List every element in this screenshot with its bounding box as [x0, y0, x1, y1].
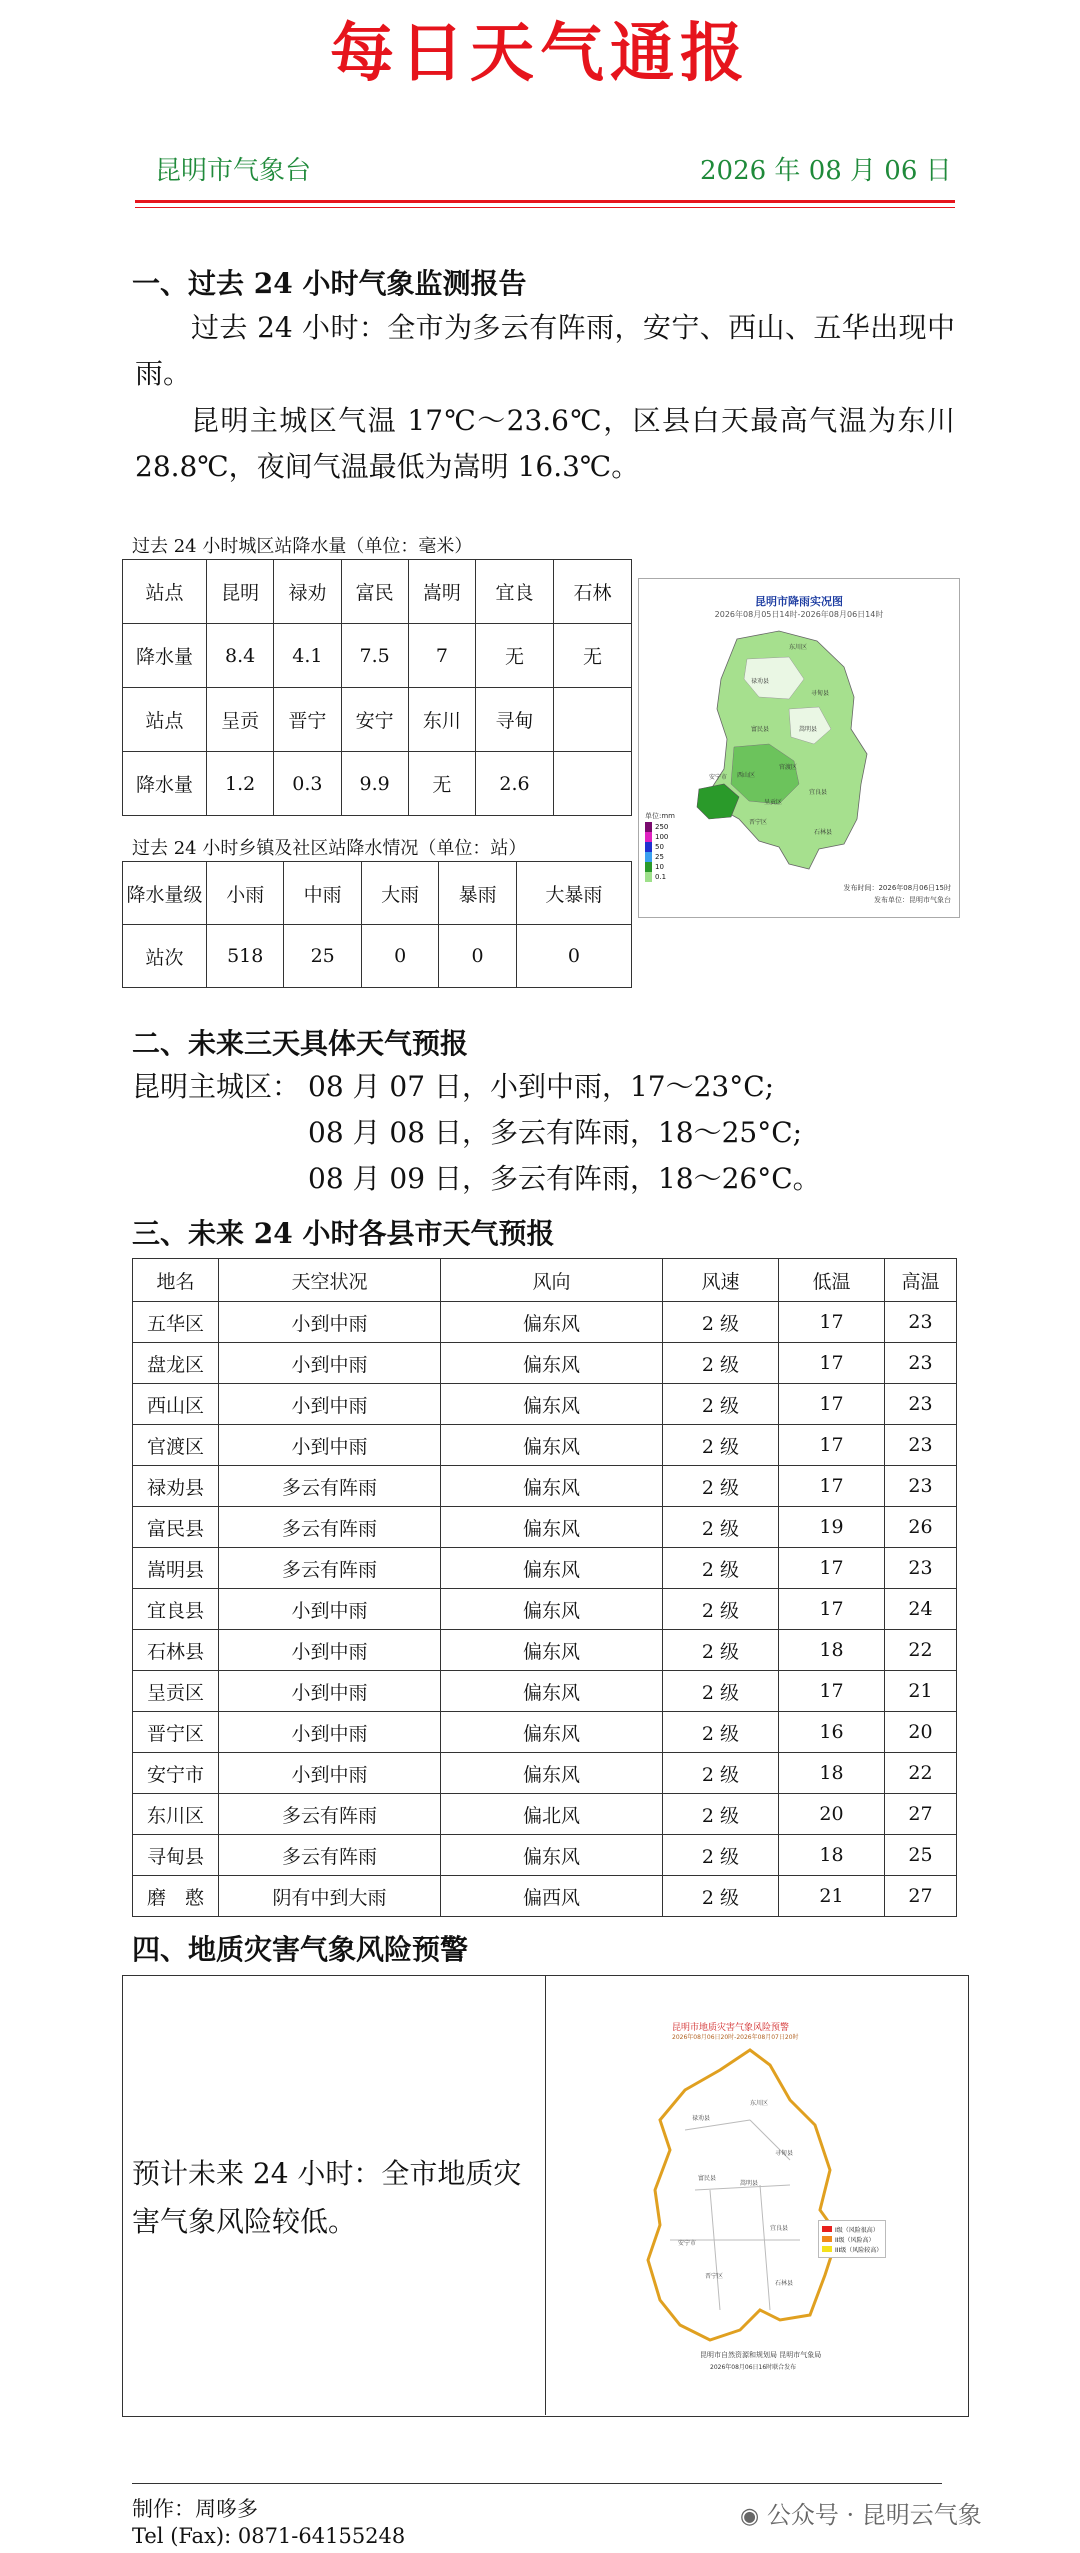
report-date: 2026 年 08 月 06 日 — [700, 156, 952, 186]
geo-legend-item — [822, 2224, 882, 2234]
rain-legend — [645, 822, 668, 882]
town-rain-cell: 0 — [361, 925, 438, 988]
town-rain-cell: 大雨 — [361, 862, 438, 925]
report-title: 每日天气通报 — [330, 16, 750, 91]
town-rain-row — [123, 925, 632, 988]
county-forecast-cell: 偏东风 — [441, 1466, 663, 1507]
county-forecast-cell: 石林县 — [133, 1630, 219, 1671]
county-forecast-cell: 20 — [885, 1712, 957, 1753]
station-rain-cell: 无 — [476, 624, 554, 688]
station-rain-cell: 降水量 — [123, 624, 207, 688]
footer-tel: Tel (Fax): 0871-64155248 — [132, 2524, 406, 2548]
rain-map-subtitle: 2026年08月05日14时-2026年08月06日14时 — [714, 610, 884, 619]
rain-map-label: 晋宁区 — [749, 819, 768, 826]
station-rain-cell: 无 — [408, 752, 475, 816]
county-forecast-cell: 小到中雨 — [219, 1425, 441, 1466]
rain-map-label: 嵩明县 — [799, 726, 818, 733]
rain-map-graphic — [639, 579, 959, 917]
town-rain-cell: 降水量级 — [123, 862, 207, 925]
county-forecast-cell: 偏北风 — [441, 1794, 663, 1835]
header-rule-thin — [135, 207, 955, 208]
county-forecast-cell: 24 — [885, 1589, 957, 1630]
county-forecast-cell: 23 — [885, 1466, 957, 1507]
county-forecast-cell: 官渡区 — [133, 1425, 219, 1466]
rain-legend-item — [645, 852, 668, 862]
county-forecast-cell: 2 级 — [663, 1343, 779, 1384]
station-rain-cell: 呈贡 — [207, 688, 274, 752]
county-forecast-cell: 2 级 — [663, 1712, 779, 1753]
town-rain-cell: 0 — [439, 925, 516, 988]
county-forecast-cell: 2 级 — [663, 1589, 779, 1630]
town-rain-row — [123, 862, 632, 925]
county-forecast-cell: 多云有阵雨 — [219, 1548, 441, 1589]
county-forecast-cell: 偏东风 — [441, 1507, 663, 1548]
town-rain-cell: 小雨 — [207, 862, 284, 925]
town-rain-cell: 大暴雨 — [516, 862, 631, 925]
county-forecast-cell: 偏东风 — [441, 1425, 663, 1466]
station-rain-cell: 富民 — [341, 560, 408, 624]
geo-warning-text: 预计未来 24 小时：全市地质灾害气象风险较低。 — [132, 2157, 522, 2238]
county-forecast-header-cell: 风向 — [441, 1259, 663, 1302]
county-forecast-row — [133, 1425, 957, 1466]
county-forecast-cell: 22 — [885, 1630, 957, 1671]
county-forecast-cell: 27 — [885, 1876, 957, 1917]
county-forecast-cell: 小到中雨 — [219, 1343, 441, 1384]
geo-map-label: 石林县 — [775, 2280, 794, 2287]
county-forecast-cell: 2 级 — [663, 1835, 779, 1876]
rain-map-title: 昆明市降雨实况图 — [755, 595, 843, 608]
county-forecast-cell: 小到中雨 — [219, 1384, 441, 1425]
county-forecast-cell: 偏东风 — [441, 1302, 663, 1343]
county-forecast-cell: 17 — [779, 1671, 885, 1712]
station-rain-cell: 9.9 — [341, 752, 408, 816]
geo-legend-swatch — [822, 2246, 832, 2252]
station-rain-table — [122, 559, 632, 816]
county-forecast-cell: 小到中雨 — [219, 1671, 441, 1712]
watermark-text: 公众号 · 昆明云气象 — [766, 2501, 982, 2529]
county-forecast-cell: 富民县 — [133, 1507, 219, 1548]
rain-legend-value: 10 — [655, 863, 664, 871]
rain-legend-swatch — [645, 822, 652, 832]
issuing-org: 昆明市气象台 — [155, 156, 312, 186]
table1-caption: 过去 24 小时城区站降水量（单位：毫米） — [132, 536, 473, 557]
station-rain-cell: 禄劝 — [274, 560, 341, 624]
county-forecast-header-cell: 高温 — [885, 1259, 957, 1302]
county-forecast-cell: 2 级 — [663, 1548, 779, 1589]
station-rain-cell: 7.5 — [341, 624, 408, 688]
geo-map-footer1: 昆明市自然资源和规划局 昆明市气象局 — [700, 2351, 822, 2359]
county-forecast-cell: 2 级 — [663, 1466, 779, 1507]
county-forecast-cell: 18 — [779, 1630, 885, 1671]
county-forecast-cell: 2 级 — [663, 1630, 779, 1671]
county-forecast-cell: 17 — [779, 1343, 885, 1384]
county-forecast-cell: 小到中雨 — [219, 1712, 441, 1753]
station-rain-cell — [554, 688, 632, 752]
town-rain-cell: 25 — [284, 925, 361, 988]
geo-legend-value: II级（风险高） — [835, 2236, 875, 2244]
rain-map-footer2: 发布单位：昆明市气象台 — [874, 896, 951, 904]
station-rain-row — [123, 688, 632, 752]
rain-map-label: 官渡区 — [779, 764, 798, 771]
station-rain-cell: 8.4 — [207, 624, 274, 688]
county-forecast-header — [133, 1259, 957, 1302]
county-forecast-cell: 偏东风 — [441, 1671, 663, 1712]
rain-map-label: 东川区 — [789, 644, 808, 651]
rain-legend-value: 100 — [655, 833, 669, 841]
county-forecast-row — [133, 1712, 957, 1753]
county-forecast-cell: 16 — [779, 1712, 885, 1753]
county-forecast-cell: 呈贡区 — [133, 1671, 219, 1712]
county-forecast-cell: 偏东风 — [441, 1630, 663, 1671]
geo-map-footer2: 2026年08月06日16时联合发布 — [710, 2364, 797, 2371]
rain-legend-title: 单位:mm — [645, 812, 675, 820]
county-forecast-cell: 东川区 — [133, 1794, 219, 1835]
county-forecast-cell: 17 — [779, 1589, 885, 1630]
rain-legend-value: 250 — [655, 823, 669, 831]
forecast-line-2: 08 月 08 日，多云有阵雨，18～25°C; — [308, 1116, 803, 1149]
rain-legend-swatch — [645, 852, 652, 862]
county-forecast-cell: 2 级 — [663, 1425, 779, 1466]
county-forecast-cell: 23 — [885, 1548, 957, 1589]
station-rain-cell: 7 — [408, 624, 475, 688]
rain-legend-item — [645, 822, 668, 832]
section1-para2: 昆明主城区气温 17℃～23.6℃，区县白天最高气温为东川 28.8℃，夜间气温最低为嵩明 16.3℃。 — [135, 404, 955, 483]
watermark — [740, 2495, 982, 2530]
rain-legend-item — [645, 862, 668, 872]
rain-legend-item — [645, 872, 668, 882]
county-forecast-row — [133, 1835, 957, 1876]
county-forecast-cell: 17 — [779, 1466, 885, 1507]
station-rain-row — [123, 624, 632, 688]
county-forecast-cell: 23 — [885, 1425, 957, 1466]
geo-map-subtitle: 2026年08月06日20时-2026年08月07日20时 — [672, 2034, 799, 2041]
station-rain-cell: 寻甸 — [476, 688, 554, 752]
rain-map-label: 富民县 — [751, 726, 770, 733]
town-rain-cell: 暴雨 — [439, 862, 516, 925]
geo-map-label: 宜良县 — [770, 2225, 789, 2232]
county-forecast-cell: 20 — [779, 1794, 885, 1835]
county-forecast-cell: 偏东风 — [441, 1343, 663, 1384]
county-forecast-cell: 2 级 — [663, 1876, 779, 1917]
county-forecast-cell: 17 — [779, 1548, 885, 1589]
station-rain-cell: 无 — [554, 624, 632, 688]
county-forecast-cell: 小到中雨 — [219, 1630, 441, 1671]
county-forecast-cell: 偏东风 — [441, 1548, 663, 1589]
section1-para1: 过去 24 小时：全市为多云有阵雨，安宁、西山、五华出现中雨。 — [135, 311, 955, 390]
county-forecast-cell: 23 — [885, 1302, 957, 1343]
county-forecast-cell: 多云有阵雨 — [219, 1794, 441, 1835]
county-forecast-cell: 17 — [779, 1425, 885, 1466]
station-rain-cell: 1.2 — [207, 752, 274, 816]
county-forecast-cell: 西山区 — [133, 1384, 219, 1425]
county-forecast-cell: 2 级 — [663, 1794, 779, 1835]
rain-legend-swatch — [645, 862, 652, 872]
geo-legend-value: III级（风险较高） — [835, 2246, 883, 2254]
station-rain-cell: 昆明 — [207, 560, 274, 624]
county-forecast-row — [133, 1507, 957, 1548]
town-rain-cell: 站次 — [123, 925, 207, 988]
geo-legend-item — [822, 2234, 882, 2244]
county-forecast-row — [133, 1302, 957, 1343]
county-forecast-row — [133, 1876, 957, 1917]
rain-legend-value: 0.1 — [655, 873, 667, 881]
county-forecast-cell: 18 — [779, 1753, 885, 1794]
station-rain-cell: 安宁 — [341, 688, 408, 752]
station-rain-cell: 降水量 — [123, 752, 207, 816]
geo-map-label: 禄劝县 — [692, 2115, 711, 2122]
county-forecast-cell: 多云有阵雨 — [219, 1835, 441, 1876]
geo-map-graphic — [600, 2010, 930, 2390]
county-forecast-cell: 安宁市 — [133, 1753, 219, 1794]
station-rain-cell: 东川 — [408, 688, 475, 752]
geo-map — [600, 2010, 930, 2390]
rain-legend-item — [645, 832, 668, 842]
town-rain-table — [122, 861, 632, 988]
geo-legend-item — [822, 2244, 882, 2254]
section1-heading: 一、过去 24 小时气象监测报告 — [132, 267, 527, 300]
rain-legend-swatch — [645, 842, 652, 852]
county-forecast-cell: 偏东风 — [441, 1835, 663, 1876]
county-forecast-cell: 多云有阵雨 — [219, 1466, 441, 1507]
county-forecast-header-cell: 地名 — [133, 1259, 219, 1302]
county-forecast-header-cell: 风速 — [663, 1259, 779, 1302]
forecast-line-3: 08 月 09 日，多云有阵雨，18～26°C。 — [308, 1162, 821, 1195]
geo-map-title: 昆明市地质灾害气象风险预警 — [672, 2023, 790, 2033]
wechat-icon: ◉ — [740, 2504, 760, 2529]
geo-legend-value: I级（风险很高） — [835, 2226, 879, 2234]
county-forecast-row — [133, 1343, 957, 1384]
county-forecast-cell: 22 — [885, 1753, 957, 1794]
county-forecast-cell: 寻甸县 — [133, 1835, 219, 1876]
station-rain-cell: 站点 — [123, 688, 207, 752]
station-rain-cell: 站点 — [123, 560, 207, 624]
geo-legend — [818, 2220, 886, 2258]
county-forecast-cell: 17 — [779, 1384, 885, 1425]
town-rain-cell: 中雨 — [284, 862, 361, 925]
county-forecast-cell: 23 — [885, 1384, 957, 1425]
county-forecast-cell: 21 — [885, 1671, 957, 1712]
county-forecast-cell: 偏东风 — [441, 1712, 663, 1753]
station-rain-cell: 0.3 — [274, 752, 341, 816]
county-forecast-cell: 盘龙区 — [133, 1343, 219, 1384]
table2-caption: 过去 24 小时乡镇及社区站降水情况（单位：站） — [132, 838, 527, 859]
county-forecast-cell: 小到中雨 — [219, 1589, 441, 1630]
county-forecast-cell: 25 — [885, 1835, 957, 1876]
county-forecast-cell: 晋宁区 — [133, 1712, 219, 1753]
county-forecast-row — [133, 1589, 957, 1630]
geo-map-label: 东川区 — [750, 2100, 769, 2107]
rain-legend-swatch — [645, 872, 652, 882]
section4-heading: 四、地质灾害气象风险预警 — [132, 1933, 469, 1966]
rain-legend-value: 25 — [655, 853, 664, 861]
county-forecast-row — [133, 1548, 957, 1589]
county-forecast-cell: 偏东风 — [441, 1589, 663, 1630]
rain-map-label: 安宁市 — [709, 774, 728, 781]
county-forecast-cell: 阴有中到大雨 — [219, 1876, 441, 1917]
rain-map-footer1: 发布时间：2026年08月06日15时 — [843, 884, 951, 892]
station-rain-cell: 晋宁 — [274, 688, 341, 752]
station-rain-row — [123, 752, 632, 816]
county-forecast-cell: 小到中雨 — [219, 1753, 441, 1794]
county-forecast-cell: 27 — [885, 1794, 957, 1835]
station-rain-row — [123, 560, 632, 624]
county-forecast-cell: 19 — [779, 1507, 885, 1548]
county-forecast-row — [133, 1671, 957, 1712]
county-forecast-cell: 2 级 — [663, 1753, 779, 1794]
county-forecast-cell: 小到中雨 — [219, 1302, 441, 1343]
county-forecast-cell: 嵩明县 — [133, 1548, 219, 1589]
forecast-line-1: 08 月 07 日，小到中雨，17～23°C; — [308, 1070, 775, 1103]
rain-map-label: 呈贡区 — [764, 799, 783, 806]
county-forecast-row — [133, 1630, 957, 1671]
county-forecast-cell: 偏东风 — [441, 1753, 663, 1794]
rain-map-label: 禄劝县 — [751, 678, 770, 685]
geo-map-label: 嵩明县 — [740, 2180, 759, 2187]
forecast-prefix: 昆明主城区： — [132, 1070, 301, 1103]
rain-map-label: 西山区 — [737, 772, 756, 779]
station-rain-cell: 宜良 — [476, 560, 554, 624]
station-rain-cell: 2.6 — [476, 752, 554, 816]
rain-legend-value: 50 — [655, 843, 664, 851]
header-rule-thick — [135, 200, 955, 203]
rain-legend-swatch — [645, 832, 652, 842]
geo-region-outline — [648, 2050, 838, 2340]
county-forecast-cell: 2 级 — [663, 1671, 779, 1712]
county-forecast-cell: 2 级 — [663, 1507, 779, 1548]
station-rain-cell — [554, 752, 632, 816]
county-forecast-cell: 2 级 — [663, 1384, 779, 1425]
county-forecast-cell: 18 — [779, 1835, 885, 1876]
county-forecast-cell: 2 级 — [663, 1302, 779, 1343]
county-forecast-row — [133, 1753, 957, 1794]
geo-legend-swatch — [822, 2226, 832, 2232]
station-rain-cell: 4.1 — [274, 624, 341, 688]
geo-map-label: 寻甸县 — [775, 2150, 794, 2157]
geo-map-label: 晋宁区 — [705, 2273, 724, 2280]
county-forecast-cell: 21 — [779, 1876, 885, 1917]
rain-legend-item — [645, 842, 668, 852]
county-forecast-header-cell: 天空状况 — [219, 1259, 441, 1302]
county-forecast-cell: 宜良县 — [133, 1589, 219, 1630]
county-forecast-row — [133, 1384, 957, 1425]
geo-legend-swatch — [822, 2236, 832, 2242]
county-forecast-cell: 偏东风 — [441, 1384, 663, 1425]
county-forecast-row — [133, 1794, 957, 1835]
county-forecast-cell: 五华区 — [133, 1302, 219, 1343]
county-forecast-cell: 23 — [885, 1343, 957, 1384]
county-forecast-cell: 禄劝县 — [133, 1466, 219, 1507]
station-rain-cell: 石林 — [554, 560, 632, 624]
rain-map-label: 寻甸县 — [811, 690, 830, 697]
county-forecast-header-cell: 低温 — [779, 1259, 885, 1302]
station-rain-cell: 嵩明 — [408, 560, 475, 624]
geo-map-label: 富民县 — [698, 2175, 717, 2182]
county-forecast-cell: 磨 憨 — [133, 1876, 219, 1917]
county-forecast-cell: 26 — [885, 1507, 957, 1548]
section2-heading: 二、未来三天具体天气预报 — [132, 1027, 469, 1060]
geo-warning-divider — [545, 1975, 546, 2415]
county-forecast-cell: 17 — [779, 1302, 885, 1343]
rain-map — [638, 578, 960, 918]
town-rain-cell: 518 — [207, 925, 284, 988]
county-forecast-cell: 多云有阵雨 — [219, 1507, 441, 1548]
section3-heading: 三、未来 24 小时各县市天气预报 — [132, 1217, 555, 1250]
county-forecast-row — [133, 1466, 957, 1507]
rain-map-label: 石林县 — [814, 829, 833, 836]
rain-map-label: 宜良县 — [809, 789, 828, 796]
geo-map-label: 安宁市 — [678, 2240, 697, 2247]
town-rain-cell: 0 — [516, 925, 631, 988]
footer-rule — [132, 2483, 942, 2484]
county-forecast-table — [132, 1258, 957, 1917]
footer-maker: 制作：周哆多 — [132, 2497, 258, 2521]
county-forecast-cell: 偏西风 — [441, 1876, 663, 1917]
